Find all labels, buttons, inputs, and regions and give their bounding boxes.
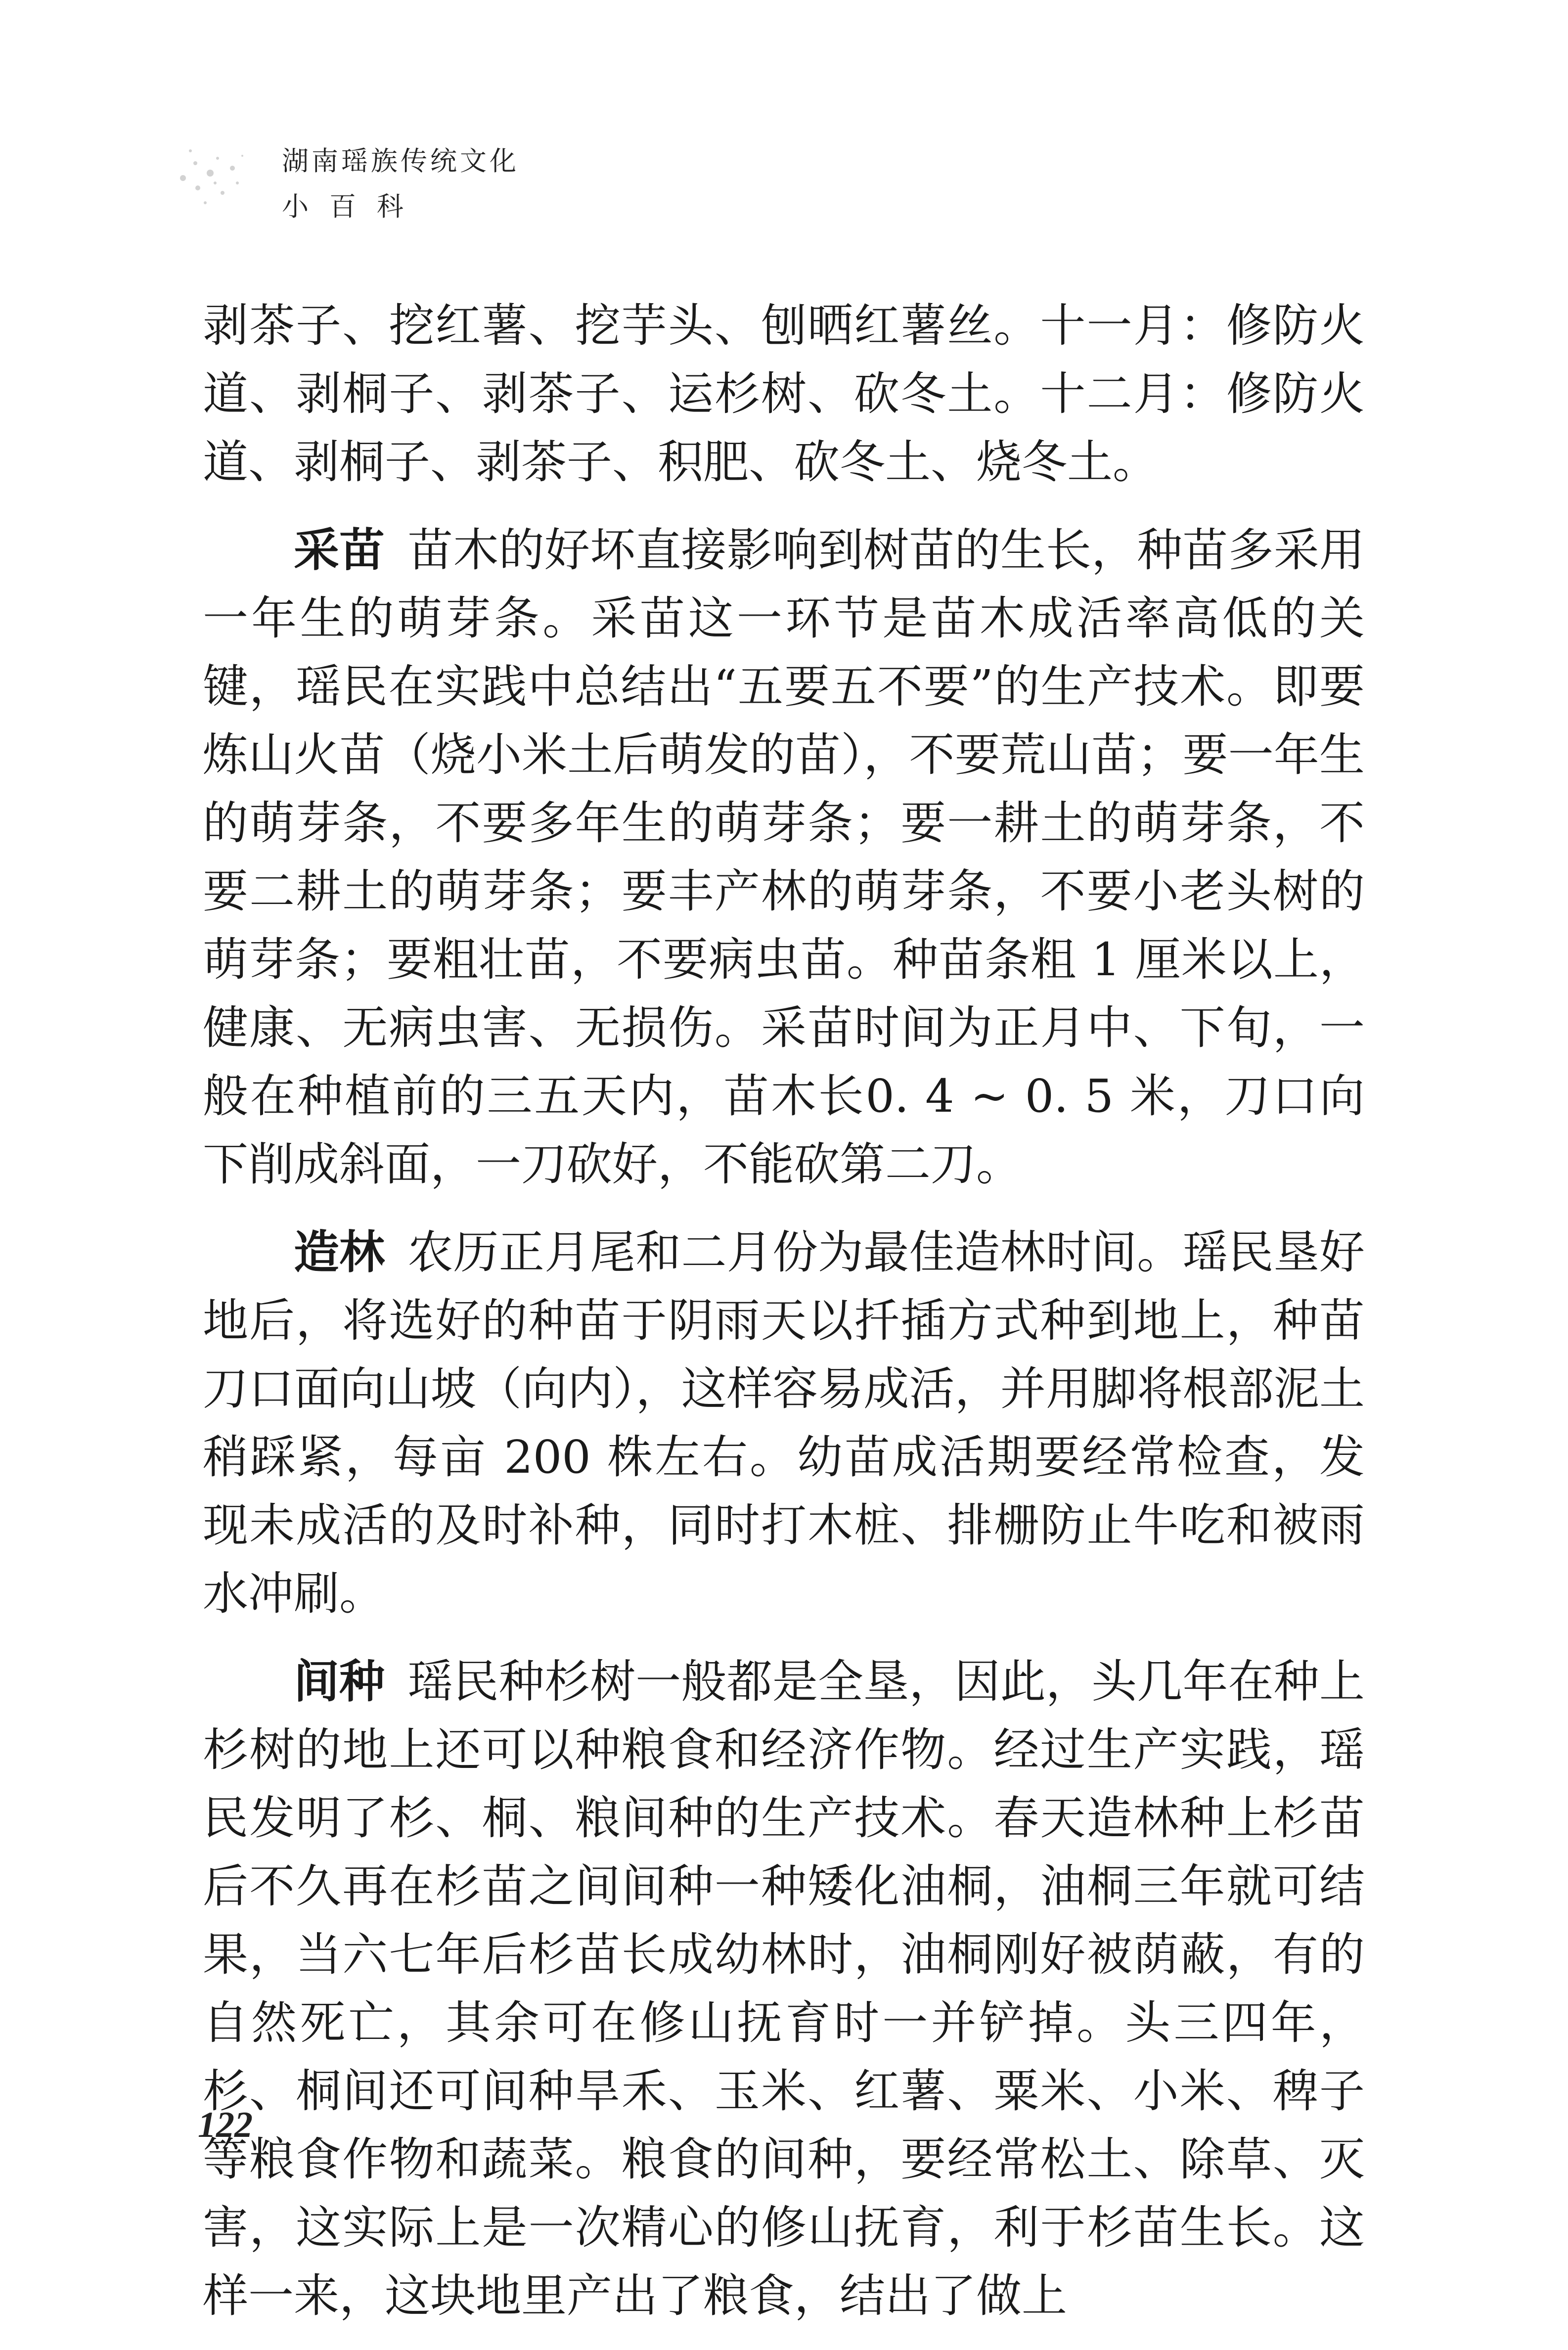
paragraph-continuation (203, 292, 1365, 497)
paragraph-text: 剥茶子、挖红薯、挖芋头、刨晒红薯丝。十一月：修防火道、剥桐子、剥茶子、运杉树、砍冬土。十二月：修防火道、剥桐子、剥茶子、积肥、砍冬土、烧冬土。 (203, 299, 1365, 489)
book-subtitle: 小百科 (282, 191, 424, 222)
paragraph-text: 农历正月尾和二月份为最佳造林时间。瑶民垦好地后，将选好的种苗于阴雨天以扦插方式种到地上，种苗刀口面向山坡（向内），这样容易成活，并用脚将根部泥土稍踩紧，每亩 200 株左右。幼苗成活期要经常检查，发现未成活的及时补种，同时打木桩、排栅防止牛吃和被雨水冲刷。 (203, 1226, 1365, 1620)
page-number: 122 (198, 2105, 253, 2145)
section-term: 间种 (294, 1655, 385, 1708)
section-term: 采苗 (294, 524, 385, 577)
paragraph-afforestation (203, 1219, 1365, 1628)
header-decoration-icon (168, 134, 257, 223)
paragraph-seedling-collection (203, 516, 1365, 1199)
book-title: 湖南瑶族传统文化 (282, 145, 519, 177)
paragraph-text: 瑶民种杉树一般都是全垦，因此，头几年在种上杉树的地上还可以种粮食和经济作物。经过生产实践，瑶民发明了杉、桐、粮间种的生产技术。春天造林种上杉苗后不久再在杉苗之间间种一种矮化油桐，油桐三年就可结果，当六七年后杉苗长成幼林时，油桐刚好被荫蔽，有的自然死亡，其余可在修山抚育时一并铲掉。头三四年，杉、桐间还可间种旱禾、玉米、红薯、粟米、小米、稗子等粮食作物和蔬菜。粮食的间种，要经常松土、除草、灭害，这实际上是一次精心的修山抚育，利于杉苗生长。这样一来，这块地里产出了粮食，结出了做上 (203, 1655, 1365, 2322)
page-body (203, 292, 1365, 2350)
running-header (282, 138, 519, 229)
paragraph-text: 苗木的好坏直接影响到树苗的生长，种苗多采用一年生的萌芽条。采苗这一环节是苗木成活率高低的关键，瑶民在实践中总结出“五要五不要”的生产技术。即要炼山火苗（烧小米土后萌发的苗），不要荒山苗；要一年生的萌芽条，不要多年生的萌芽条；要一耕土的萌芽条，不要二耕土的萌芽条；要丰产林的萌芽条，不要小老头树的萌芽条；要粗壮苗，不要病虫苗。种苗条粗 1 厘米以上，健康、无病虫害、无损伤。采苗时间为正月中、下旬，一般在种植前的三五天内，苗木长0. 4 ~ 0. 5 米，刀口向下削成斜面，一刀砍好，不能砍第二刀。 (203, 524, 1365, 1191)
paragraph-intercropping (203, 1648, 1365, 2330)
section-term: 造林 (294, 1226, 385, 1279)
